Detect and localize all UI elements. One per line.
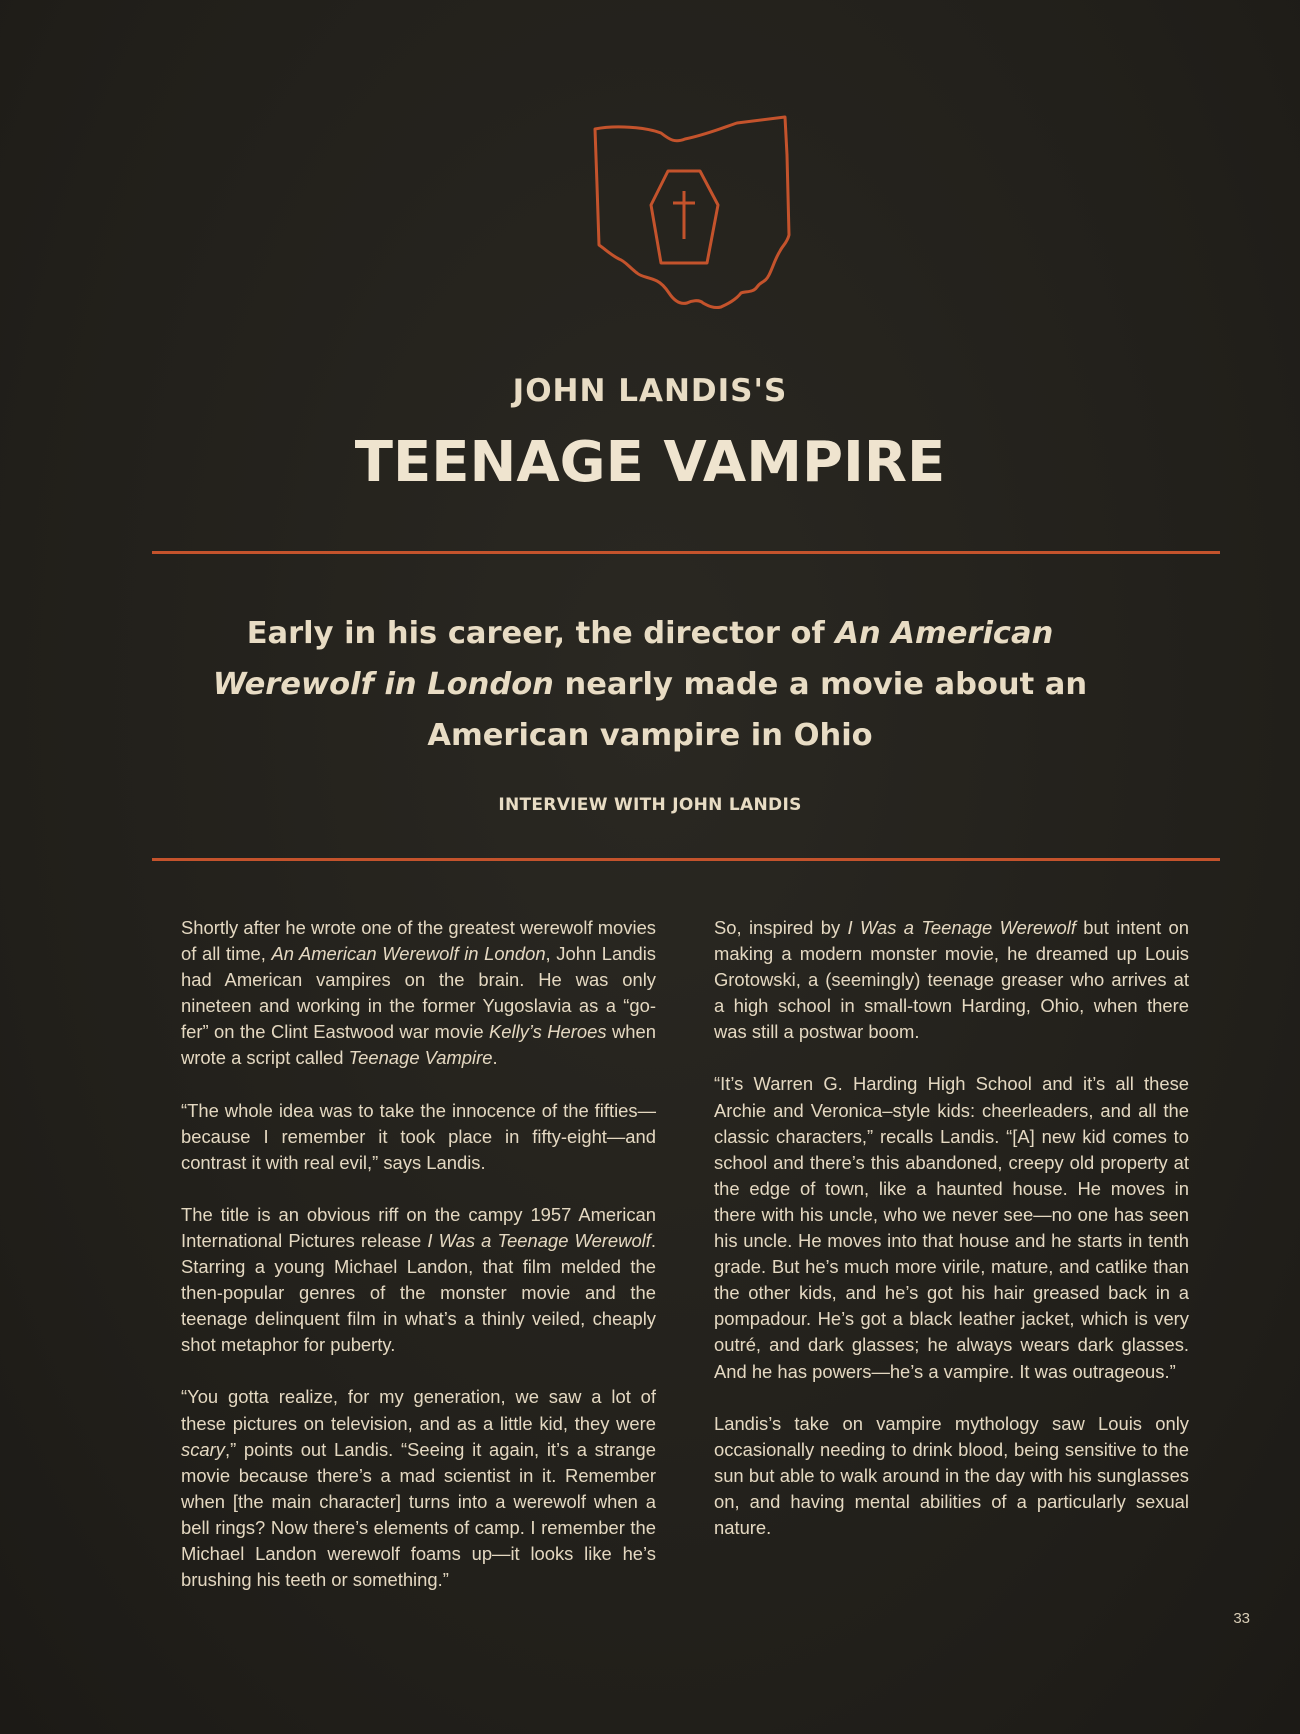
paragraph: The title is an obvious riff on the campy 1957 American International Pictures release I Was a Teenage Werewolf. Starring a young Michael Landon, that film melded the then-popular genres of the monster movie and the teenage delinquent film in what’s a thinly veiled, cheaply shot metaphor for puberty. xyxy=(181,1203,656,1356)
paragraph: “You gotta realize, for my generation, we saw a lot of these pictures on television, and as a little kid, they were scary,” points out Landis. “Seeing it again, it’s a strange movie because there’s a mad scientist in it. Remember when [the main character] turns into a werewolf when a bell rings? Now there’s elements of camp. I remember the Michael Landon werewolf foams up—it looks like he’s brushing his teeth or something.” xyxy=(181,1386,656,1591)
dek-text-2: nearly made a movie about an American vampire in Ohio xyxy=(427,667,1088,753)
paragraph: Landis’s take on vampire mythology saw Louis only occasionally needing to drink blood, being sensitive to the sun but able to walk around in the day with his sunglasses on, and having mental abilities of a particularly sexual nature. xyxy=(714,1412,1189,1538)
divider-bottom xyxy=(152,858,1220,861)
paragraph: “It’s Warren G. Harding High School and it’s all these Archie and Veronica–style kids: cheerleaders, and all the classic characters,” recalls Landis. “[A] new kid comes to school and there’s this abandoned, creepy old property at the edge of town, like a haunted house. He moves in there with his uncle, who we never see—no one has seen his uncle. He moves into that house and he starts in tenth grade. But he’s much more virile, mature, and catlike than the other kids, and he’s got his hair greased back in a pompadour. He’s got a black leather jacket, which is very outré, and dark glasses; he always wears dark glasses. And he has powers—he’s a vampire. It was outrageous.” xyxy=(714,1073,1189,1382)
page-number: 33 xyxy=(1233,1610,1250,1627)
dek-text-1: Early in his career, the director of xyxy=(246,616,836,651)
paragraph: “The whole idea was to take the innocence of the fifties—because I remember it took place in fifty-eight—and contrast it with real evil,” says Landis. xyxy=(181,1099,656,1173)
ohio-coffin-icon xyxy=(575,115,795,345)
byline: INTERVIEW WITH JOHN LANDIS xyxy=(498,795,802,815)
paragraph: So, inspired by I Was a Teenage Werewolf but intent on making a modern monster movie, he dreamed up Louis Grotowski, a (seemingly) teenage greaser who arrives at a high school in small-town Harding, Ohio, when there was still a postwar boom. xyxy=(714,917,1190,1043)
body-column-left xyxy=(181,915,656,1619)
article-dek xyxy=(200,608,1100,761)
paragraph: Shortly after he wrote one of the greatest werewolf movies of all time, An American Werewolf in London, John Landis had American vampires on the brain. He was only nineteen and working in the former Yugoslavia as a “go-fer” on the Clint Eastwood war movie Kelly’s Heroes when wrote a script called Teenage Vampire. xyxy=(181,917,657,1069)
divider-top xyxy=(152,551,1220,554)
article-kicker: JOHN LANDIS'S xyxy=(512,373,788,409)
dek-film-title-1: An American xyxy=(835,616,1054,651)
body-column-right xyxy=(714,915,1189,1567)
ohio-outline xyxy=(595,117,789,308)
article-title: TEENAGE VAMPIRE xyxy=(354,430,946,495)
dek-film-title-2: Werewolf in London xyxy=(212,667,554,702)
